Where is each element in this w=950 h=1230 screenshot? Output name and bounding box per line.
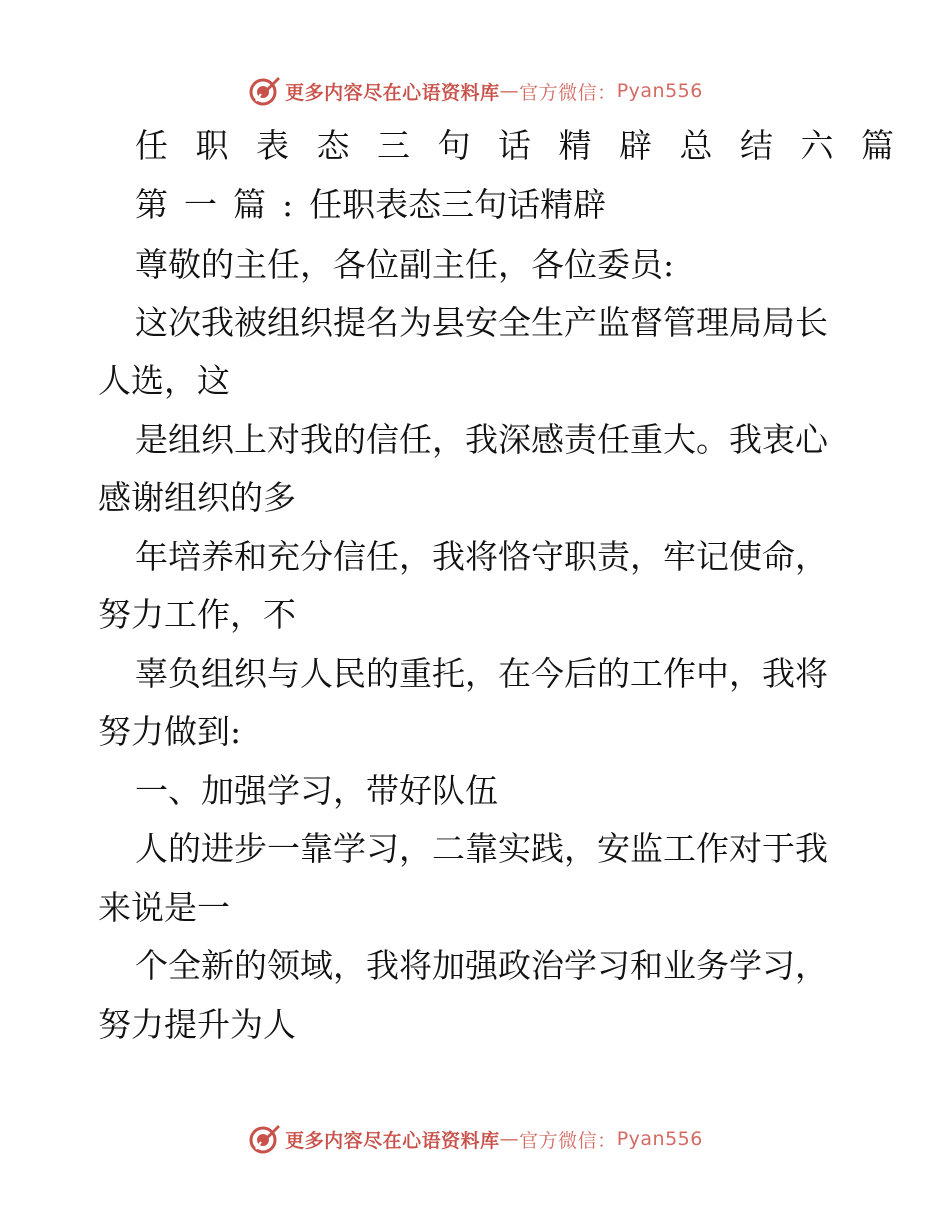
watermark-dash: — <box>499 1128 520 1150</box>
paragraph-line: 人的进步一靠学习，二靠实践，安监工作对于我 <box>135 829 828 868</box>
watermark-official: 官方微信： <box>519 1129 617 1152</box>
watermark-wechat-id: Pyan556 <box>616 1128 703 1150</box>
footer-watermark <box>0 1119 950 1159</box>
section-heading: 一、加强学习，带好队伍 <box>135 771 498 810</box>
paragraph-line: 来说是一 <box>98 888 230 927</box>
paragraph-line: 这次我被组织提名为县安全生产监督管理局局长 <box>135 303 828 342</box>
watermark-official: 官方微信： <box>519 81 617 104</box>
paragraph-line: 努力工作，不 <box>98 595 296 634</box>
paragraph-line: 感谢组织的多 <box>98 478 296 517</box>
salutation-line: 尊敬的主任，各位副主任，各位委员: <box>135 245 675 284</box>
watermark-dash: — <box>499 80 520 102</box>
subtitle-rest: 任职表态三句话精辟 <box>309 185 607 224</box>
document-title: 任职表态三句话精辟总结六篇 <box>135 126 922 165</box>
quill-pen-logo-icon <box>247 1122 281 1156</box>
subtitle-lead: 第一篇: <box>135 185 310 224</box>
paragraph-line: 辜负组织与人民的重托，在今后的工作中，我将 <box>135 654 828 693</box>
watermark-brand: 更多内容尽在心语资料库 <box>285 81 500 104</box>
paragraph-line: 人选，这 <box>98 361 230 400</box>
watermark-wechat-id: Pyan556 <box>616 80 703 102</box>
paragraph-line: 努力做到: <box>98 712 242 751</box>
paragraph-line: 努力提升为人 <box>98 1005 296 1044</box>
paragraph-line: 年培养和充分信任，我将恪守职责，牢记使命， <box>135 537 828 576</box>
paragraph-line: 个全新的领域，我将加强政治学习和业务学习， <box>135 946 828 985</box>
watermark-brand: 更多内容尽在心语资料库 <box>285 1129 500 1152</box>
document-subtitle <box>135 185 606 225</box>
paragraph-line: 是组织上对我的信任，我深感责任重大。我衷心 <box>135 420 828 459</box>
